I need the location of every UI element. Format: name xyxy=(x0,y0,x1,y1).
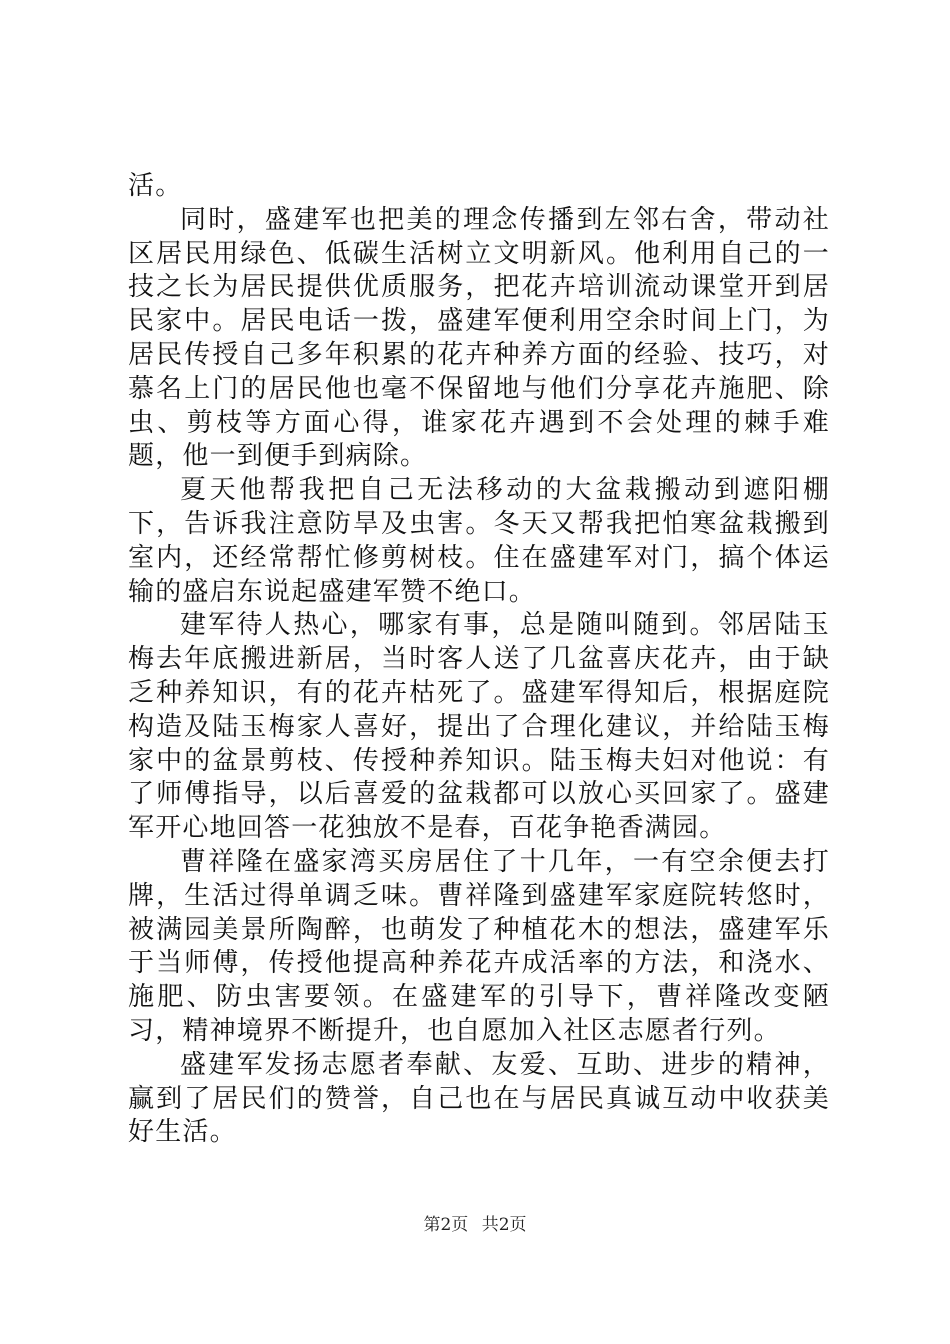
page-number: 第2页 xyxy=(423,1215,469,1235)
paragraph-summer-help: 夏天他帮我把自己无法移动的大盆栽搬动到遮阳棚下，告诉我注意防旱及虫害。冬天又帮我把怕寒盆栽搬到室内，还经常帮忙修剪树枝。住在盛建军对门，搞个体运输的盛启东说起盛建军赞不绝口。 xyxy=(128,475,830,607)
paragraph-cao-xianglong: 曹祥隆在盛家湾买房居住了十几年，一有空余便去打牌，生活过得单调乏味。曹祥隆到盛建军家庭院转悠时，被满园美景所陶醉，也萌发了种植花木的想法，盛建军乐于当师傅，传授他提高种养花卉成活率的方法，和浇水、施肥、防虫害要领。在盛建军的引导下，曹祥隆改变陋习，精神境界不断提升，也自愿加入社区志愿者行列。 xyxy=(128,846,830,1046)
paragraph-conclusion: 盛建军发扬志愿者奉献、友爱、互助、进步的精神，赢到了居民们的赞誉，自己也在与居民真诚互动中收获美好生活。 xyxy=(128,1049,830,1148)
paragraph-neighbor-lu-yumei: 建军待人热心，哪家有事，总是随叫随到。邻居陆玉梅去年底搬进新居，当时客人送了几盆喜庆花卉，由于缺乏种养知识，有的花卉枯死了。盛建军得知后，根据庭院构造及陆玉梅家人喜好，提出了合理化建议，并给陆玉梅家中的盆景剪枝、传授种养知识。陆玉梅夫妇对他说：有了师傅指导，以后喜爱的盆栽都可以放心买回家了。盛建军开心地回答一花独放不是春，百花争艳香满园。 xyxy=(128,610,830,844)
page-footer xyxy=(0,1213,950,1237)
paragraph-continuation: 活。 xyxy=(128,171,183,201)
page-total: 共2页 xyxy=(481,1215,527,1235)
document-body xyxy=(128,170,830,1150)
paragraph-community-service: 同时，盛建军也把美的理念传播到左邻右舍，带动社区居民用绿色、低碳生活树立文明新风。他利用自己的一技之长为居民提供优质服务，把花卉培训流动课堂开到居民家中。居民电话一拨，盛建军便利用空余时间上门，为居民传授自己多年积累的花卉种养方面的经验、技巧，对慕名上门的居民他也毫不保留地与他们分享花卉施肥、除虫、剪枝等方面心得，谁家花卉遇到不会处理的棘手难题，他一到便手到病除。 xyxy=(128,204,830,472)
